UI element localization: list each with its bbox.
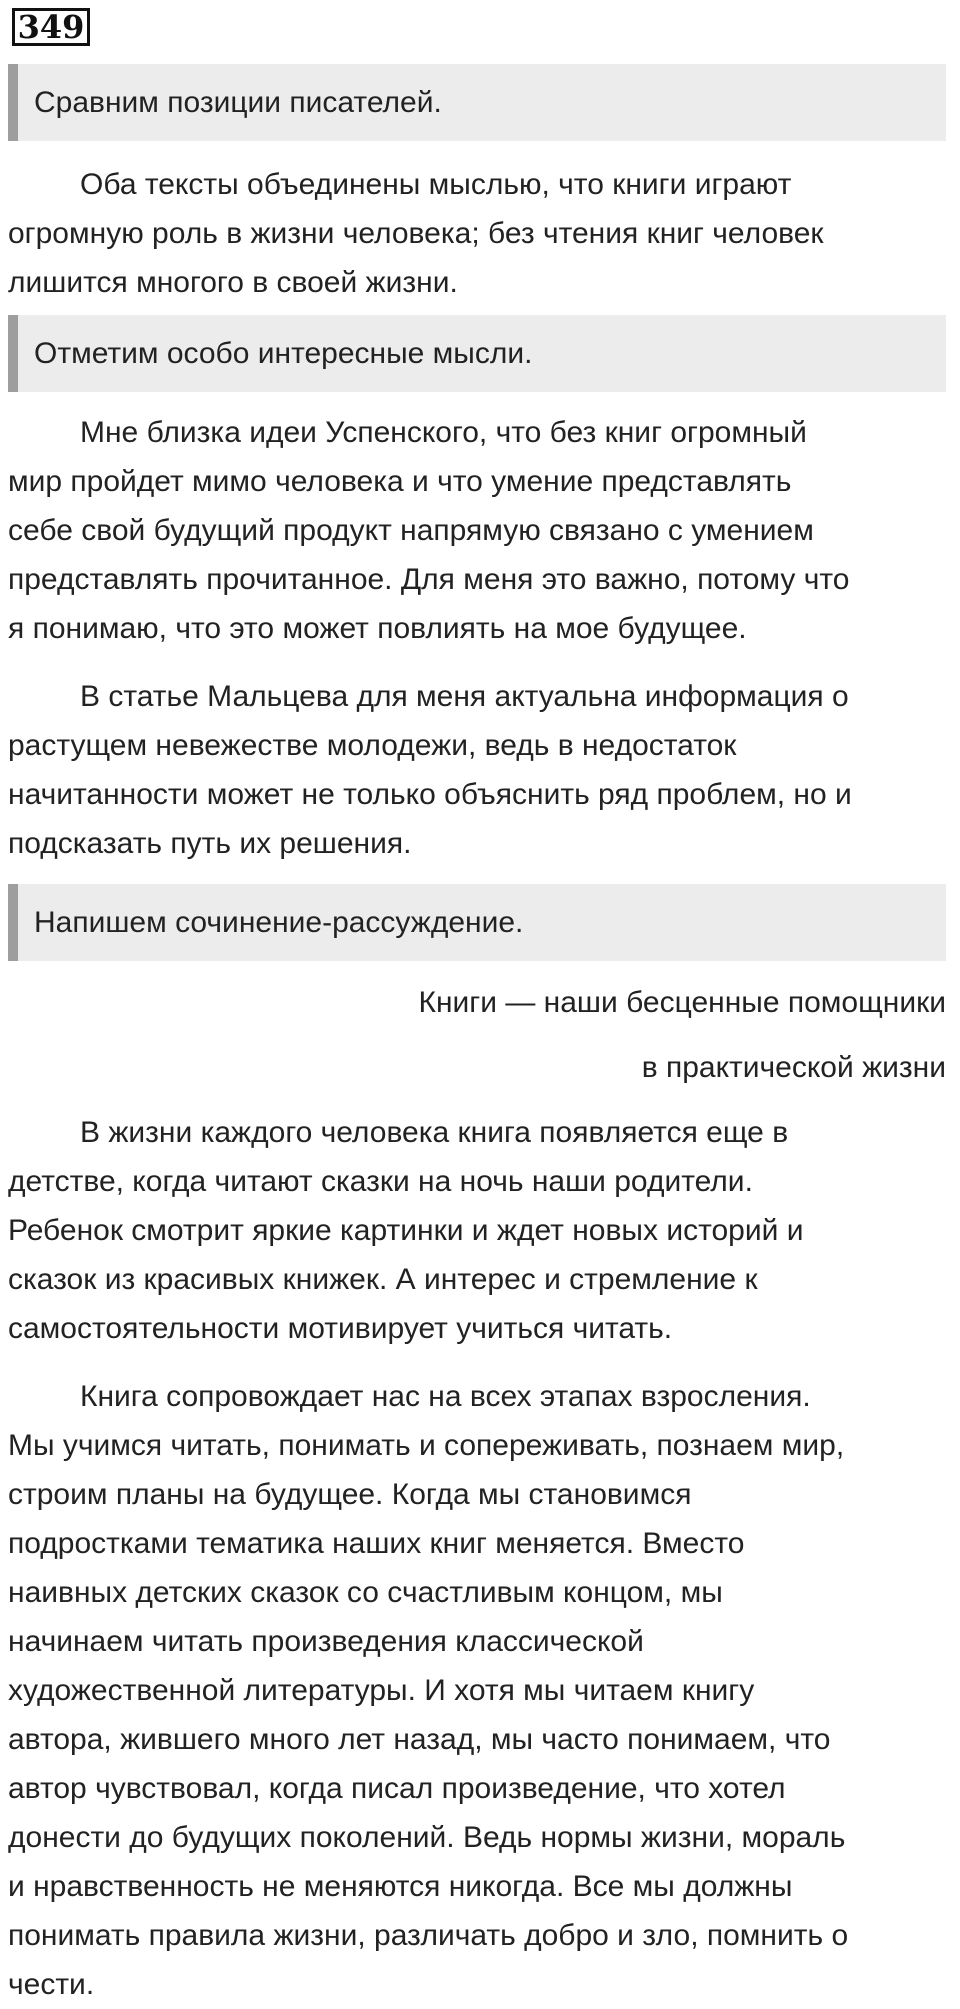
paragraph-line: подсказать путь их решения.: [8, 827, 412, 860]
paragraph-line: самостоятельности мотивирует учиться читать.: [8, 1312, 673, 1345]
paragraph-line: Ребенок смотрит яркие картинки и ждет новых историй и: [8, 1214, 804, 1247]
paragraph-line: мир пройдет мимо человека и что умение представлять: [8, 465, 792, 498]
paragraph-line: растущем невежестве молодежи, ведь в недостаток: [8, 729, 737, 762]
paragraph-line: сказок из красивых книжек. А интерес и стремление к: [8, 1263, 758, 1296]
paragraph-line: лишится многого в своей жизни.: [8, 266, 458, 299]
paragraph-line: понимать правила жизни, различать добро и зло, помнить о: [8, 1919, 849, 1952]
paragraph-line: автора, жившего много лет назад, мы часто понимаем, что: [8, 1723, 831, 1756]
paragraph-uspensky: [8, 408, 958, 653]
paragraph-line: В статье Мальцева для меня актуальна информация о: [80, 680, 849, 713]
paragraph-line: Мы учимся читать, понимать и сопереживать, познаем мир,: [8, 1429, 845, 1462]
paragraph-growing-up: [8, 1372, 958, 2009]
epigraph-line: в практической жизни: [641, 1051, 946, 1084]
paragraph-line: и нравственность не меняются никогда. Все мы должны: [8, 1870, 793, 1903]
paragraph-line: Мне близка идеи Успенского, что без книг огромный: [80, 416, 807, 449]
epigraph-line: Книги — наши бесценные помощники: [418, 986, 946, 1019]
epigraph: [419, 978, 947, 1092]
section-header-interesting-thoughts: Отметим особо интересные мысли.: [8, 315, 946, 392]
paragraph-line: начинаем читать произведения классической: [8, 1625, 644, 1658]
paragraph-line: художественной литературы. И хотя мы читаем книгу: [8, 1674, 755, 1707]
paragraph-line: донести до будущих поколений. Ведь нормы жизни, мораль: [8, 1821, 846, 1854]
task-number-badge: 349: [12, 8, 90, 46]
paragraph-line: я понимаю, что это может повлиять на мое будущее.: [8, 612, 747, 645]
paragraph-childhood: [8, 1108, 958, 1353]
paragraph-line: детстве, когда читают сказки на ночь наши родители.: [8, 1165, 753, 1198]
paragraph-line: чести.: [8, 1968, 95, 2001]
paragraph-line: автор чувствовал, когда писал произведение, что хотел: [8, 1772, 786, 1805]
paragraph-line: наивных детских сказок со счастливым концом, мы: [8, 1576, 723, 1609]
paragraph-line: огромную роль в жизни человека; без чтения книг человек: [8, 217, 824, 250]
section-header-compare: Сравним позиции писателей.: [8, 64, 946, 141]
paragraph-line: Книга сопровождает нас на всех этапах взросления.: [80, 1380, 811, 1413]
paragraph-line: начитанности может не только объяснить ряд проблем, но и: [8, 778, 852, 811]
paragraph-line: себе свой будущий продукт напрямую связано с умением: [8, 514, 814, 547]
paragraph-common-idea: [8, 160, 958, 307]
paragraph-line: подростками тематика наших книг меняется. Вместо: [8, 1527, 745, 1560]
section-header-essay: Напишем сочинение-рассуждение.: [8, 884, 946, 961]
paragraph-maltsev: [8, 672, 958, 868]
paragraph-line: В жизни каждого человека книга появляется еще в: [80, 1116, 789, 1149]
paragraph-line: представлять прочитанное. Для меня это важно, потому что: [8, 563, 850, 596]
paragraph-line: строим планы на будущее. Когда мы становимся: [8, 1478, 692, 1511]
paragraph-line: Оба тексты объединены мыслью, что книги играют: [80, 168, 792, 201]
